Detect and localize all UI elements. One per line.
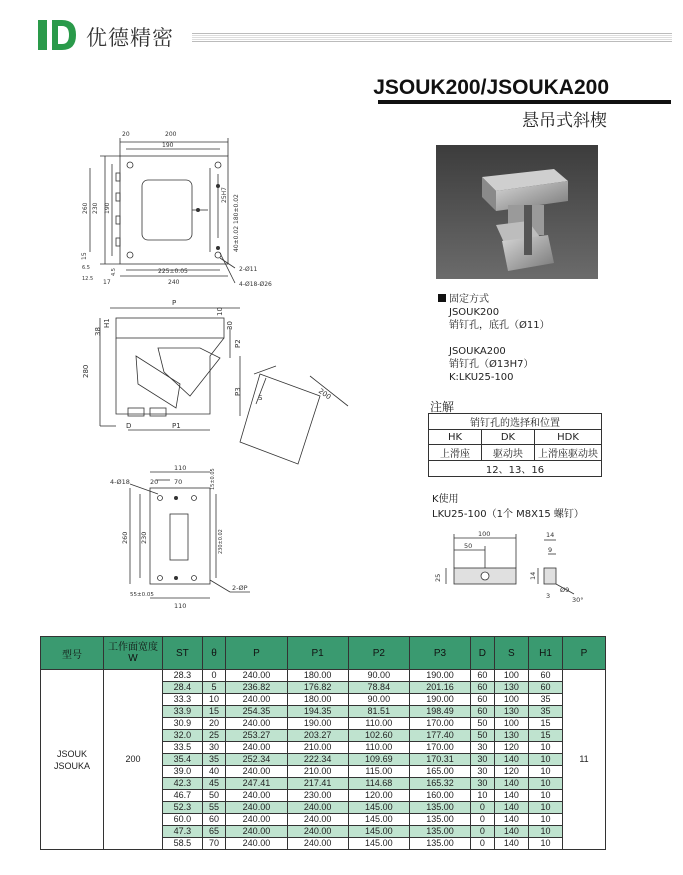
spec-cell-s: 140 xyxy=(494,838,528,850)
spec-cell-s: 140 xyxy=(494,790,528,802)
fixing-section xyxy=(438,293,550,384)
spec-cell-p2: 115.00 xyxy=(348,766,409,778)
spec-cell-d: 60 xyxy=(471,682,495,694)
spec-cell-p: 240.00 xyxy=(226,790,287,802)
spec-cell-p3: 135.00 xyxy=(409,814,470,826)
notes-values: 12、13、16 xyxy=(429,461,602,477)
k-dim-14b: 14 xyxy=(529,571,537,580)
spec-table-body xyxy=(41,670,606,850)
spec-cell-p2: 120.00 xyxy=(348,790,409,802)
product-photo xyxy=(436,145,598,279)
spec-header-st: ST xyxy=(163,637,203,670)
spec-cell-p1: 240.00 xyxy=(287,814,348,826)
spec-cell-st: 32.0 xyxy=(163,730,203,742)
spec-cell-p1: 180.00 xyxy=(287,670,348,682)
spec-cell-h1: 10 xyxy=(529,802,563,814)
front-dim-20: 20 xyxy=(150,478,159,486)
spec-cell-p: 236.82 xyxy=(226,682,287,694)
side-label-p: P xyxy=(172,299,177,307)
spec-header-p-last: P xyxy=(563,637,606,670)
front-dim-110b: 110 xyxy=(174,602,187,610)
side-label-30: 30 xyxy=(226,321,234,330)
fixing-heading: 固定方式 xyxy=(449,294,489,305)
top-dim-225: 225±0.05 xyxy=(158,268,188,275)
front-dim-15: 15±0.05 xyxy=(210,468,216,490)
spec-cell-p1: 240.00 xyxy=(287,838,348,850)
spec-header-row xyxy=(41,637,606,670)
spec-cell-p2: 114.68 xyxy=(348,778,409,790)
spec-cell-p3: 170.00 xyxy=(409,718,470,730)
top-view-drawing xyxy=(60,128,290,290)
top-dim-260: 260 xyxy=(82,202,89,214)
spec-cell-s: 100 xyxy=(494,670,528,682)
spec-cell-p2: 109.69 xyxy=(348,754,409,766)
front-dim-260: 260 xyxy=(121,531,129,544)
side-label-280: 280 xyxy=(82,364,90,378)
spec-cell-p3: 201.16 xyxy=(409,682,470,694)
front-view-drawing xyxy=(110,462,290,612)
spec-cell-s: 120 xyxy=(494,766,528,778)
spec-cell-p-last: 11 xyxy=(563,670,606,850)
spec-cell-p1: 210.00 xyxy=(287,742,348,754)
spec-cell-width: 200 xyxy=(104,670,163,850)
spec-cell-st: 46.7 xyxy=(163,790,203,802)
spec-cell-theta: 70 xyxy=(202,838,226,850)
side-label-200: 200 xyxy=(316,387,333,402)
top-dim-190b: 190 xyxy=(104,202,111,214)
top-dim-180: 180±0.02 xyxy=(233,194,240,224)
top-dim-40: 40±0.02 xyxy=(233,225,240,252)
spec-cell-p2: 90.00 xyxy=(348,694,409,706)
spec-cell-d: 0 xyxy=(471,826,495,838)
spec-cell-d: 0 xyxy=(471,802,495,814)
spec-cell-p1: 190.00 xyxy=(287,718,348,730)
side-label-s: S xyxy=(258,394,263,402)
fixing-line-4: JSOUKA200 xyxy=(449,346,506,357)
spec-cell-theta: 0 xyxy=(202,670,226,682)
spec-table xyxy=(40,636,606,850)
spec-cell-st: 60.0 xyxy=(163,814,203,826)
spec-cell-p3: 198.49 xyxy=(409,706,470,718)
spec-cell-p3: 135.00 xyxy=(409,826,470,838)
front-dim-55: 55±0.05 xyxy=(130,592,154,598)
spec-cell-theta: 35 xyxy=(202,754,226,766)
spec-cell-p: 253.27 xyxy=(226,730,287,742)
spec-cell-p: 252.34 xyxy=(226,754,287,766)
spec-header-width: 工作面宽度 W xyxy=(104,637,163,670)
top-dim-2-11: 2-Ø11 xyxy=(239,266,258,273)
front-dim-70: 70 xyxy=(174,478,183,486)
spec-cell-model: JSOUK JSOUKA xyxy=(41,670,104,850)
spec-header-p3: P3 xyxy=(409,637,470,670)
notes-header-dk: DK xyxy=(482,430,535,445)
spec-cell-s: 100 xyxy=(494,694,528,706)
spec-cell-d: 0 xyxy=(471,814,495,826)
spec-cell-p2: 78.84 xyxy=(348,682,409,694)
spec-cell-s: 120 xyxy=(494,742,528,754)
spec-cell-st: 28.4 xyxy=(163,682,203,694)
spec-cell-s: 130 xyxy=(494,682,528,694)
brand-logo-icon xyxy=(38,20,78,50)
front-dim-4-18: 4-Ø18 xyxy=(110,478,130,486)
notes-cell-dk: 驱动块 xyxy=(482,445,535,461)
top-dim-200: 200 xyxy=(165,131,177,138)
spec-cell-theta: 60 xyxy=(202,814,226,826)
spec-cell-h1: 10 xyxy=(529,766,563,778)
spec-cell-p3: 165.00 xyxy=(409,766,470,778)
spec-header-d: D xyxy=(471,637,495,670)
spec-cell-d: 50 xyxy=(471,730,495,742)
brand-name: 优德精密 xyxy=(86,26,174,50)
spec-header-p1: P1 xyxy=(287,637,348,670)
spec-cell-st: 33.9 xyxy=(163,706,203,718)
spec-cell-st: 42.3 xyxy=(163,778,203,790)
spec-cell-p1: 210.00 xyxy=(287,766,348,778)
spec-cell-p2: 145.00 xyxy=(348,814,409,826)
spec-cell-d: 30 xyxy=(471,742,495,754)
spec-cell-d: 0 xyxy=(471,838,495,850)
spec-header-p2: P2 xyxy=(348,637,409,670)
k-part-drawing xyxy=(420,528,590,606)
k-dim-100: 100 xyxy=(478,530,491,538)
k-dim-25: 25 xyxy=(434,573,442,582)
spec-cell-p: 240.00 xyxy=(226,826,287,838)
spec-cell-p1: 176.82 xyxy=(287,682,348,694)
spec-cell-theta: 50 xyxy=(202,790,226,802)
side-label-10: 10 xyxy=(216,307,224,316)
spec-cell-st: 47.3 xyxy=(163,826,203,838)
side-view-drawing xyxy=(80,296,360,476)
fixing-line-5: 销钉孔（Ø13H7） xyxy=(449,359,534,370)
k-dim-3: 3 xyxy=(546,592,551,600)
spec-cell-theta: 25 xyxy=(202,730,226,742)
spec-cell-p: 240.00 xyxy=(226,802,287,814)
top-dim-20: 20 xyxy=(122,131,130,138)
spec-cell-h1: 60 xyxy=(529,670,563,682)
spec-cell-h1: 60 xyxy=(529,682,563,694)
side-label-h1: H1 xyxy=(103,318,111,328)
spec-cell-theta: 20 xyxy=(202,718,226,730)
spec-cell-h1: 10 xyxy=(529,790,563,802)
notes-cell-hdk: 上滑座驱动块 xyxy=(535,445,602,461)
spec-cell-st: 33.3 xyxy=(163,694,203,706)
spec-cell-theta: 65 xyxy=(202,826,226,838)
product-subtitle: 悬吊式斜楔 xyxy=(522,111,607,131)
front-dim-110: 110 xyxy=(174,464,187,472)
spec-cell-theta: 40 xyxy=(202,766,226,778)
spec-cell-p2: 110.00 xyxy=(348,718,409,730)
bullet-square-icon xyxy=(438,294,446,302)
side-label-d: D xyxy=(126,422,132,430)
notes-cell-hk: 上滑座 xyxy=(429,445,482,461)
spec-cell-h1: 35 xyxy=(529,706,563,718)
spec-cell-p3: 190.00 xyxy=(409,670,470,682)
spec-cell-h1: 15 xyxy=(529,730,563,742)
top-dim-240: 240 xyxy=(168,279,180,286)
spec-cell-p1: 203.27 xyxy=(287,730,348,742)
spec-cell-d: 30 xyxy=(471,778,495,790)
spec-header-s: S xyxy=(494,637,528,670)
spec-cell-p2: 81.51 xyxy=(348,706,409,718)
spec-cell-p2: 90.00 xyxy=(348,670,409,682)
notes-title: 注解 xyxy=(430,400,455,414)
spec-cell-p2: 145.00 xyxy=(348,826,409,838)
k-use-desc: LKU25-100（1个 M8X15 螺钉） xyxy=(432,509,584,520)
side-label-p3: P3 xyxy=(234,387,242,396)
spec-cell-p2: 110.00 xyxy=(348,742,409,754)
top-dim-4-18: 4-Ø18-Ø26 xyxy=(239,281,272,288)
spec-cell-h1: 10 xyxy=(529,754,563,766)
top-dim-15: 15 xyxy=(81,252,88,260)
spec-cell-p: 240.00 xyxy=(226,838,287,850)
spec-header-p: P xyxy=(226,637,287,670)
spec-cell-h1: 15 xyxy=(529,718,563,730)
top-dim-190: 190 xyxy=(162,142,174,149)
spec-header-model: 型号 xyxy=(41,637,104,670)
spec-cell-s: 140 xyxy=(494,802,528,814)
spec-cell-p: 240.00 xyxy=(226,694,287,706)
spec-cell-h1: 35 xyxy=(529,694,563,706)
k-dim-14: 14 xyxy=(546,531,555,539)
title-rule xyxy=(378,100,671,104)
spec-cell-st: 58.5 xyxy=(163,838,203,850)
spec-cell-theta: 45 xyxy=(202,778,226,790)
top-dim-230: 230 xyxy=(92,202,99,214)
spec-cell-h1: 10 xyxy=(529,778,563,790)
k-dim-phi9: Ø9 xyxy=(560,586,570,594)
spec-cell-p3: 190.00 xyxy=(409,694,470,706)
front-dim-230: 230 xyxy=(140,531,148,544)
spec-cell-p3: 135.00 xyxy=(409,838,470,850)
spec-cell-p3: 135.00 xyxy=(409,802,470,814)
spec-cell-theta: 55 xyxy=(202,802,226,814)
side-label-38: 38 xyxy=(94,327,102,336)
k-dim-9: 9 xyxy=(548,546,553,554)
spec-header-theta: θ xyxy=(202,637,226,670)
spec-cell-theta: 30 xyxy=(202,742,226,754)
front-dim-230-02: 230±0.02 xyxy=(218,529,224,554)
spec-cell-p: 240.00 xyxy=(226,766,287,778)
spec-cell-s: 140 xyxy=(494,814,528,826)
spec-cell-s: 140 xyxy=(494,778,528,790)
spec-cell-p3: 177.40 xyxy=(409,730,470,742)
spec-cell-s: 100 xyxy=(494,718,528,730)
top-dim-6-5: 6.5 xyxy=(82,265,90,271)
product-title: JSOUK200/JSOUKA200 xyxy=(373,76,609,99)
table-row xyxy=(41,670,606,682)
spec-cell-p2: 145.00 xyxy=(348,838,409,850)
side-label-p2: P2 xyxy=(234,339,242,348)
top-dim-17: 17 xyxy=(103,279,111,286)
spec-cell-p2: 102.60 xyxy=(348,730,409,742)
notes-table-title: 销钉孔的选择和位置 xyxy=(429,414,602,430)
notes-table xyxy=(428,413,602,477)
spec-cell-d: 60 xyxy=(471,670,495,682)
spec-cell-p: 254.35 xyxy=(226,706,287,718)
spec-cell-s: 130 xyxy=(494,730,528,742)
fixing-line-6: K:LKU25-100 xyxy=(449,372,514,383)
spec-cell-p: 240.00 xyxy=(226,814,287,826)
top-dim-4-5: 4.5 xyxy=(111,268,117,276)
spec-cell-p3: 170.31 xyxy=(409,754,470,766)
spec-cell-p3: 165.32 xyxy=(409,778,470,790)
header-rule xyxy=(192,33,672,42)
spec-cell-p: 240.00 xyxy=(226,670,287,682)
spec-cell-p1: 194.35 xyxy=(287,706,348,718)
spec-cell-h1: 10 xyxy=(529,838,563,850)
spec-cell-p1: 180.00 xyxy=(287,694,348,706)
spec-cell-p: 240.00 xyxy=(226,718,287,730)
spec-cell-p1: 217.41 xyxy=(287,778,348,790)
spec-cell-st: 52.3 xyxy=(163,802,203,814)
spec-cell-p: 240.00 xyxy=(226,742,287,754)
spec-cell-d: 30 xyxy=(471,754,495,766)
spec-cell-p1: 230.00 xyxy=(287,790,348,802)
spec-cell-s: 130 xyxy=(494,706,528,718)
spec-cell-s: 140 xyxy=(494,754,528,766)
spec-cell-p2: 145.00 xyxy=(348,802,409,814)
notes-header-hdk: HDK xyxy=(535,430,602,445)
spec-cell-st: 39.0 xyxy=(163,766,203,778)
spec-cell-st: 28.3 xyxy=(163,670,203,682)
spec-cell-h1: 10 xyxy=(529,814,563,826)
top-dim-25h7: 25H7 xyxy=(221,187,228,203)
k-use-title: K使用 xyxy=(432,494,459,505)
spec-header-h1: H1 xyxy=(529,637,563,670)
spec-cell-st: 33.5 xyxy=(163,742,203,754)
spec-cell-d: 50 xyxy=(471,718,495,730)
spec-cell-d: 10 xyxy=(471,790,495,802)
k-dim-30deg: 30° xyxy=(572,596,584,604)
notes-header-hk: HK xyxy=(429,430,482,445)
front-dim-2p: 2-ØP xyxy=(232,584,248,592)
spec-cell-p1: 240.00 xyxy=(287,826,348,838)
k-dim-50: 50 xyxy=(464,542,473,550)
spec-cell-p: 247.41 xyxy=(226,778,287,790)
spec-cell-theta: 10 xyxy=(202,694,226,706)
spec-cell-h1: 10 xyxy=(529,742,563,754)
spec-cell-st: 35.4 xyxy=(163,754,203,766)
spec-cell-h1: 10 xyxy=(529,826,563,838)
spec-cell-d: 60 xyxy=(471,694,495,706)
spec-cell-p1: 222.34 xyxy=(287,754,348,766)
spec-cell-d: 60 xyxy=(471,706,495,718)
side-label-p1: P1 xyxy=(172,422,181,430)
spec-cell-p1: 240.00 xyxy=(287,802,348,814)
spec-cell-theta: 15 xyxy=(202,706,226,718)
spec-cell-p3: 160.00 xyxy=(409,790,470,802)
spec-cell-st: 30.9 xyxy=(163,718,203,730)
fixing-line-2: 销钉孔，底孔（Ø11） xyxy=(449,320,550,331)
spec-cell-theta: 5 xyxy=(202,682,226,694)
fixing-line-1: JSOUK200 xyxy=(449,307,500,318)
top-dim-12-5: 12.5 xyxy=(82,276,94,282)
spec-cell-d: 30 xyxy=(471,766,495,778)
spec-cell-s: 140 xyxy=(494,826,528,838)
spec-cell-p3: 170.00 xyxy=(409,742,470,754)
